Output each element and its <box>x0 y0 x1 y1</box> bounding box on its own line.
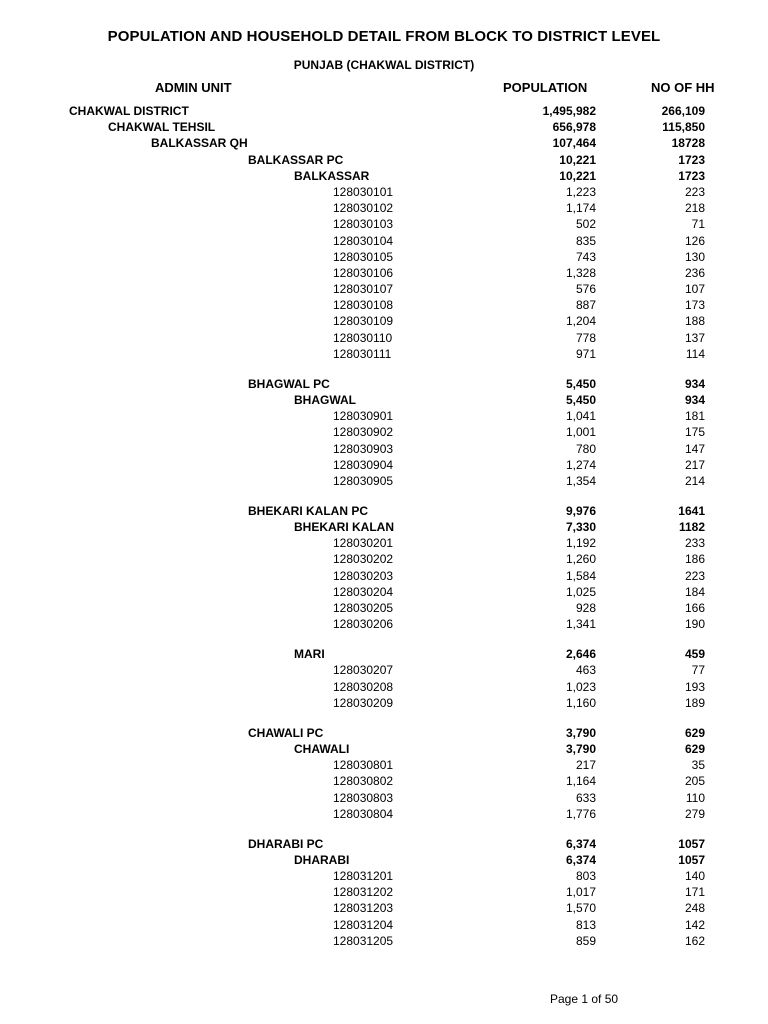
population-value: 1,776 <box>565 806 596 821</box>
household-count: 181 <box>684 409 705 424</box>
table-row <box>0 917 768 933</box>
page-number: Page 1 of 50 <box>550 992 619 1006</box>
population-value: 928 <box>575 601 596 616</box>
admin-unit-name: BHEKARI KALAN <box>294 520 394 535</box>
admin-unit-name: 128030901 <box>333 409 394 424</box>
admin-unit-name: BHAGWAL PC <box>248 376 330 391</box>
household-count: 629 <box>684 741 705 756</box>
population-value: 1,223 <box>565 184 596 199</box>
admin-unit-name: 128030201 <box>333 536 394 551</box>
table-row <box>0 806 768 822</box>
population-value: 9,976 <box>565 503 596 518</box>
population-value: 1,192 <box>565 536 596 551</box>
page-title: POPULATION AND HOUSEHOLD DETAIL FROM BLOCK TO DISTRICT LEVEL <box>107 28 661 45</box>
table-row <box>0 408 768 424</box>
household-count: 77 <box>691 663 705 678</box>
household-count: 18728 <box>671 136 705 151</box>
table-row <box>0 200 768 216</box>
table-row <box>0 568 768 584</box>
admin-unit-name: 128030905 <box>333 473 394 488</box>
population-value: 1,328 <box>565 265 596 280</box>
household-count: 217 <box>684 457 705 472</box>
table-row <box>0 551 768 567</box>
table-row <box>0 535 768 551</box>
household-count: 223 <box>684 568 705 583</box>
column-header-admin-unit: ADMIN UNIT <box>155 80 232 95</box>
population-value: 1,341 <box>565 617 596 632</box>
table-row <box>0 503 768 519</box>
population-value: 1,174 <box>565 201 596 216</box>
admin-unit-name: 128031205 <box>333 933 394 948</box>
table-row <box>0 584 768 600</box>
population-value: 780 <box>575 441 596 456</box>
admin-unit-name: 128030207 <box>333 663 394 678</box>
household-count: 266,109 <box>661 104 705 118</box>
population-value: 633 <box>575 790 596 805</box>
population-value: 778 <box>575 330 596 345</box>
population-value: 5,450 <box>565 376 596 391</box>
population-value: 217 <box>575 758 596 773</box>
admin-unit-name: 128030801 <box>333 758 394 773</box>
household-count: 934 <box>684 392 705 407</box>
household-count: 1057 <box>678 852 705 867</box>
admin-unit-name: 128030804 <box>333 806 394 821</box>
table-row <box>0 249 768 265</box>
household-count: 233 <box>684 536 705 551</box>
population-value: 1,260 <box>565 552 596 567</box>
household-count: 223 <box>684 184 705 199</box>
household-count: 279 <box>684 806 705 821</box>
admin-unit-name: BALKASSAR <box>294 168 370 183</box>
admin-unit-name: 128031204 <box>333 917 394 932</box>
household-count: 214 <box>684 473 705 488</box>
table-row <box>0 457 768 473</box>
admin-unit-name: CHAWALI <box>294 741 350 756</box>
population-value: 803 <box>575 869 596 884</box>
admin-unit-name: 128030108 <box>333 298 394 313</box>
table-row <box>0 392 768 408</box>
household-count: 248 <box>684 901 705 916</box>
population-value: 1,160 <box>565 695 596 710</box>
household-count: 236 <box>684 265 705 280</box>
table-row <box>0 376 768 392</box>
household-count: 110 <box>685 790 705 805</box>
table-row <box>0 346 768 362</box>
admin-unit-name: 128030206 <box>333 617 394 632</box>
admin-unit-name: CHAKWAL DISTRICT <box>69 104 189 118</box>
population-value: 1,025 <box>565 584 596 599</box>
household-count: 171 <box>684 885 705 900</box>
population-value: 1,001 <box>565 425 596 440</box>
population-value: 1,041 <box>565 409 596 424</box>
household-count: 218 <box>684 201 705 216</box>
admin-unit-name: DHARABI PC <box>248 836 324 851</box>
table-row <box>0 119 768 135</box>
population-value: 5,450 <box>565 392 596 407</box>
household-count: 71 <box>691 217 705 232</box>
table-row <box>0 695 768 711</box>
household-count: 162 <box>684 933 705 948</box>
admin-unit-name: DHARABI <box>294 852 350 867</box>
household-count: 184 <box>684 584 705 599</box>
population-value: 743 <box>575 249 596 264</box>
population-value: 813 <box>575 917 596 932</box>
household-count: 1723 <box>678 168 705 183</box>
admin-unit-name: 128030101 <box>333 184 394 199</box>
table-row <box>0 900 768 916</box>
table-row <box>0 152 768 168</box>
admin-unit-name: 128030208 <box>333 679 394 694</box>
admin-unit-name: 128030903 <box>333 441 394 456</box>
table-row <box>0 441 768 457</box>
table-row <box>0 741 768 757</box>
admin-unit-name: 128030802 <box>333 774 394 789</box>
admin-unit-name: 128030204 <box>333 584 394 599</box>
table-row <box>0 473 768 489</box>
table-row <box>0 297 768 313</box>
population-value: 3,790 <box>565 725 596 740</box>
household-count: 130 <box>684 249 705 264</box>
population-value: 859 <box>575 933 596 948</box>
household-count: 35 <box>691 758 705 773</box>
population-value: 10,221 <box>559 152 596 167</box>
household-count: 189 <box>684 695 705 710</box>
column-header-population: POPULATION <box>503 80 588 95</box>
admin-unit-name: 128030109 <box>333 314 394 329</box>
household-count: 629 <box>684 725 705 740</box>
table-row <box>0 616 768 632</box>
admin-unit-name: CHAWALI PC <box>248 725 324 740</box>
table-row <box>0 679 768 695</box>
household-count: 205 <box>684 774 705 789</box>
table-row <box>0 184 768 200</box>
table-row <box>0 725 768 741</box>
population-value: 1,570 <box>565 901 596 916</box>
admin-unit-name: 128031203 <box>333 901 394 916</box>
household-count: 126 <box>684 233 705 248</box>
household-count: 114 <box>685 346 705 361</box>
population-value: 1,495,982 <box>542 104 596 118</box>
population-value: 7,330 <box>565 520 596 535</box>
page-subtitle: PUNJAB (CHAKWAL DISTRICT) <box>293 58 475 72</box>
admin-unit-name: 128030102 <box>333 201 394 216</box>
admin-unit-name: 128030103 <box>333 217 394 232</box>
admin-unit-name: 128030904 <box>333 457 394 472</box>
household-count: 186 <box>684 552 705 567</box>
population-value: 1,204 <box>565 314 596 329</box>
household-count: 459 <box>684 647 705 662</box>
household-count: 190 <box>684 617 705 632</box>
table-row <box>0 662 768 678</box>
population-value: 3,790 <box>565 741 596 756</box>
household-count: 1641 <box>678 503 705 518</box>
table-row <box>0 790 768 806</box>
population-value: 6,374 <box>565 852 596 867</box>
table-row <box>0 884 768 900</box>
table-row <box>0 424 768 440</box>
admin-unit-name: BALKASSAR QH <box>151 136 248 151</box>
admin-unit-name: BHAGWAL <box>294 392 356 407</box>
population-value: 656,978 <box>552 120 596 135</box>
table-row <box>0 868 768 884</box>
admin-unit-name: 128030803 <box>333 790 394 805</box>
household-count: 934 <box>684 376 705 391</box>
admin-unit-name: BALKASSAR PC <box>248 152 344 167</box>
admin-unit-name: 128030110 <box>333 330 393 345</box>
population-value: 2,646 <box>565 647 596 662</box>
admin-unit-name: 128030111 <box>333 346 392 361</box>
admin-unit-table <box>0 103 768 949</box>
admin-unit-name: 128030202 <box>333 552 394 567</box>
admin-unit-name: 128030205 <box>333 601 394 616</box>
table-row <box>0 757 768 773</box>
population-value: 10,221 <box>559 168 596 183</box>
table-row <box>0 103 768 119</box>
population-value: 576 <box>575 282 596 297</box>
table-row <box>0 519 768 535</box>
population-value: 1,354 <box>565 473 596 488</box>
admin-unit-name: 128031202 <box>333 885 394 900</box>
population-value: 1,017 <box>565 885 596 900</box>
household-count: 107 <box>684 282 705 297</box>
population-value: 1,584 <box>565 568 596 583</box>
household-count: 193 <box>684 679 705 694</box>
household-count: 1723 <box>678 152 705 167</box>
table-row <box>0 168 768 184</box>
table-row <box>0 233 768 249</box>
household-count: 140 <box>684 869 705 884</box>
admin-unit-name: CHAKWAL TEHSIL <box>108 120 216 135</box>
admin-unit-name: BHEKARI KALAN PC <box>248 503 368 518</box>
population-value: 502 <box>575 217 596 232</box>
population-value: 1,164 <box>565 774 596 789</box>
table-row <box>0 265 768 281</box>
population-value: 887 <box>575 298 596 313</box>
household-count: 175 <box>684 425 705 440</box>
population-value: 1,023 <box>565 679 596 694</box>
admin-unit-name: 128030105 <box>333 249 394 264</box>
household-count: 142 <box>684 917 705 932</box>
table-row <box>0 330 768 346</box>
admin-unit-name: 128030203 <box>333 568 394 583</box>
table-row <box>0 216 768 232</box>
admin-unit-name: 128030902 <box>333 425 394 440</box>
table-row <box>0 773 768 789</box>
household-count: 166 <box>684 601 705 616</box>
admin-unit-name: 128030104 <box>333 233 394 248</box>
table-row <box>0 135 768 151</box>
household-count: 147 <box>684 441 705 456</box>
table-row <box>0 646 768 662</box>
household-count: 1182 <box>678 520 705 535</box>
admin-unit-name: 128030107 <box>333 282 394 297</box>
household-count: 1057 <box>678 836 705 851</box>
population-value: 6,374 <box>565 836 596 851</box>
table-row <box>0 836 768 852</box>
household-count: 173 <box>684 298 705 313</box>
population-value: 463 <box>575 663 596 678</box>
table-row <box>0 600 768 616</box>
admin-unit-name: MARI <box>294 647 325 662</box>
population-value: 971 <box>575 346 596 361</box>
population-value: 835 <box>575 233 596 248</box>
household-count: 137 <box>684 330 705 345</box>
table-row <box>0 933 768 949</box>
population-value: 1,274 <box>565 457 596 472</box>
household-count: 115,850 <box>662 120 705 135</box>
admin-unit-name: 128030106 <box>333 265 394 280</box>
admin-unit-name: 128030209 <box>333 695 394 710</box>
column-header-households: NO OF HH <box>651 80 715 95</box>
table-row <box>0 852 768 868</box>
population-value: 107,464 <box>552 136 596 151</box>
table-row <box>0 313 768 329</box>
table-row <box>0 281 768 297</box>
admin-unit-name: 128031201 <box>333 869 394 884</box>
household-count: 188 <box>684 314 705 329</box>
